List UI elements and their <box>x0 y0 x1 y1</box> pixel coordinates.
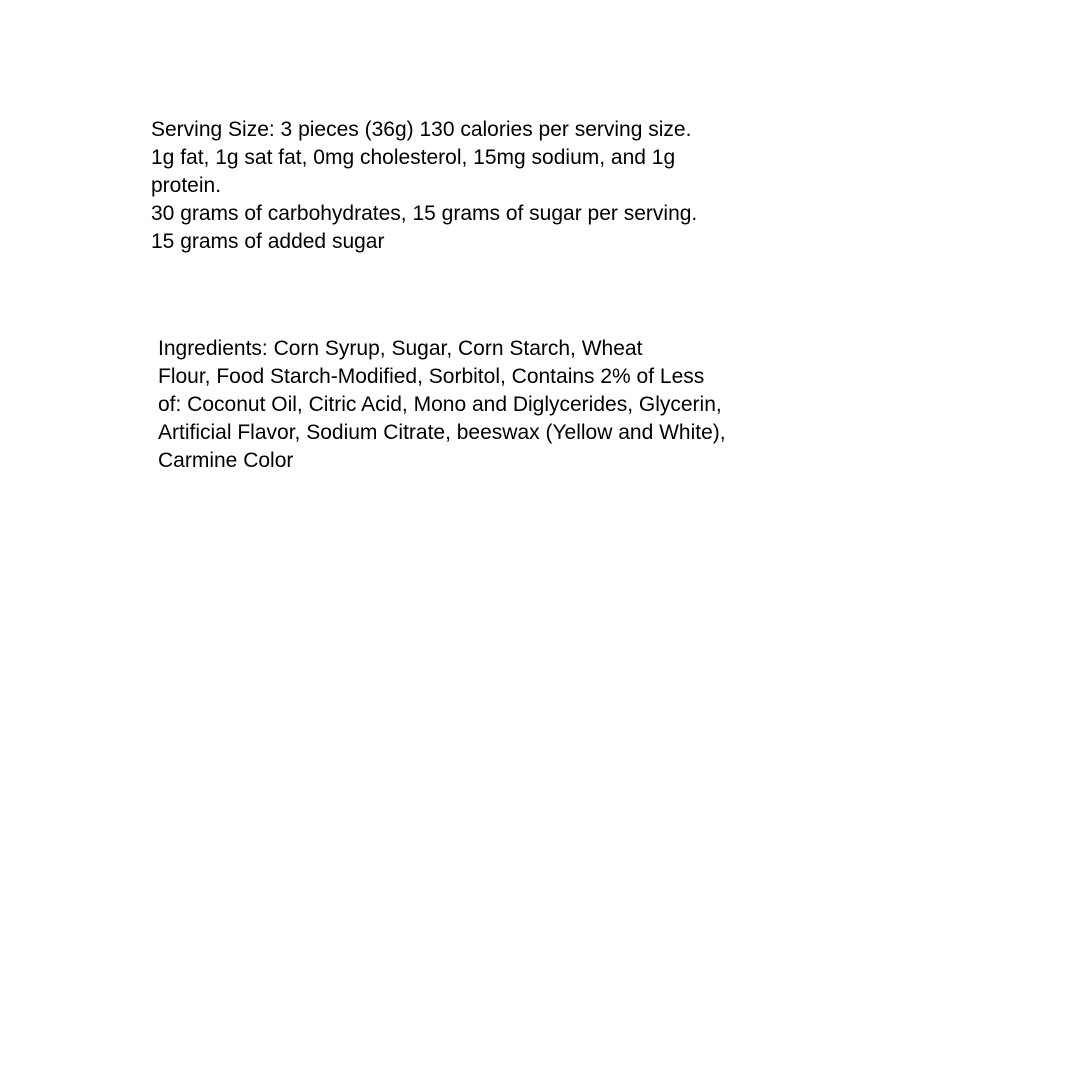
ingredients-line-3: of: Coconut Oil, Citric Acid, Mono and Diglycerides, Glycerin, <box>158 393 722 416</box>
ingredients-line-1: Ingredients: Corn Syrup, Sugar, Corn Starch, Wheat <box>158 337 643 360</box>
nutrition-line-protein: protein. <box>151 174 222 197</box>
nutrition-line-serving-size: Serving Size: 3 pieces (36g) 130 calories per serving size. <box>151 118 692 141</box>
ingredients-line-4: Artificial Flavor, Sodium Citrate, beeswax (Yellow and White), <box>158 421 726 444</box>
nutrition-facts-text <box>151 116 811 256</box>
nutrition-line-carbohydrates: 30 grams of carbohydrates, 15 grams of sugar per serving. <box>151 202 698 225</box>
nutrition-line-added-sugar: 15 grams of added sugar <box>151 230 385 253</box>
ingredients-text <box>158 335 818 475</box>
ingredients-line-5: Carmine Color <box>158 449 294 472</box>
nutrition-line-fat-sodium: 1g fat, 1g sat fat, 0mg cholesterol, 15mg sodium, and 1g <box>151 146 676 169</box>
ingredients-line-2: Flour, Food Starch-Modified, Sorbitol, Contains 2% of Less <box>158 365 705 388</box>
